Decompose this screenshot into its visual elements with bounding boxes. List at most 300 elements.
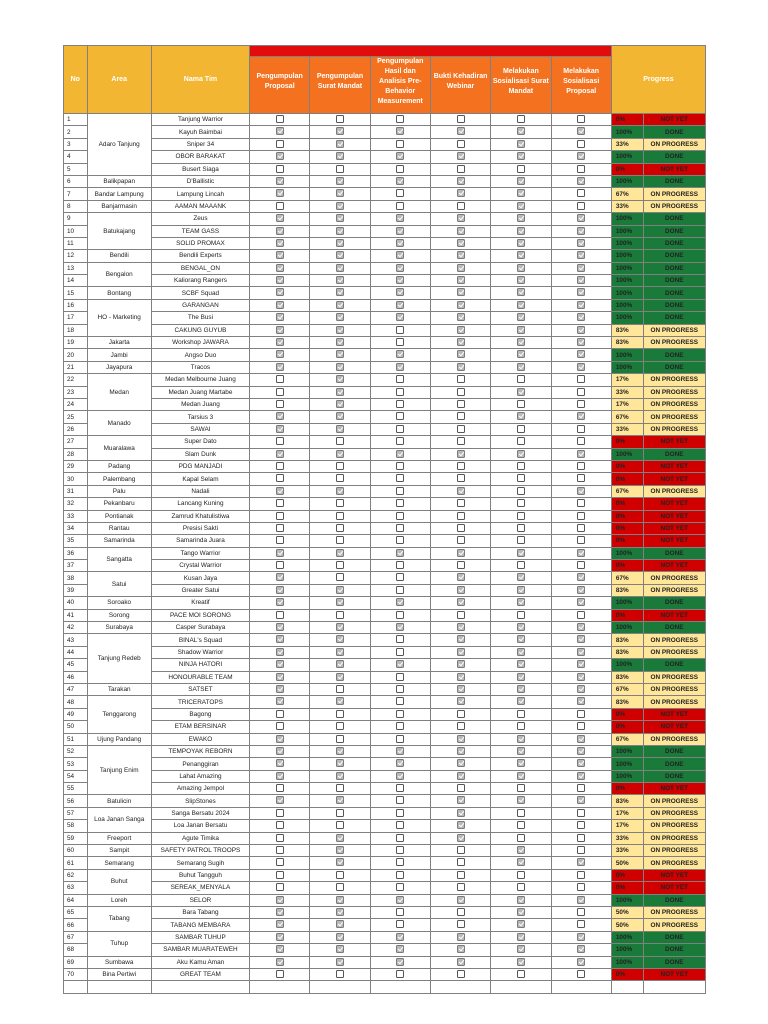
status-badge[interactable]: ON PROGRESS bbox=[643, 696, 705, 708]
checkbox-unchecked[interactable] bbox=[336, 462, 344, 470]
checkbox-checked[interactable] bbox=[517, 239, 525, 247]
status-badge[interactable]: ON PROGRESS bbox=[643, 857, 705, 869]
checkbox-checked[interactable] bbox=[396, 450, 404, 458]
checkbox-unchecked[interactable] bbox=[517, 611, 525, 619]
checkbox-unchecked[interactable] bbox=[396, 809, 404, 817]
checkbox-unchecked[interactable] bbox=[457, 710, 465, 718]
checkbox-checked[interactable] bbox=[577, 450, 585, 458]
checkbox-unchecked[interactable] bbox=[457, 425, 465, 433]
cell-team[interactable]: SCBF Squad bbox=[151, 287, 249, 299]
checkbox-checked[interactable] bbox=[276, 759, 284, 767]
checkbox-checked[interactable] bbox=[457, 276, 465, 284]
checkbox-checked[interactable] bbox=[276, 338, 284, 346]
cell-team[interactable]: Aku Kamu Aman bbox=[151, 956, 249, 968]
status-badge[interactable]: ON PROGRESS bbox=[643, 485, 705, 497]
checkbox-checked[interactable] bbox=[457, 759, 465, 767]
cell-percent[interactable]: 100% bbox=[611, 745, 643, 757]
cell-no[interactable]: 35 bbox=[64, 535, 88, 547]
cell-no[interactable]: 69 bbox=[64, 956, 88, 968]
cell-no[interactable]: 40 bbox=[64, 597, 88, 609]
status-badge[interactable]: NOT YET bbox=[643, 498, 705, 510]
checkbox-unchecked[interactable] bbox=[276, 140, 284, 148]
checkbox-checked[interactable] bbox=[276, 598, 284, 606]
cell-team[interactable]: Angso Duo bbox=[151, 349, 249, 361]
cell-area[interactable]: Balikpapan bbox=[87, 175, 151, 187]
checkbox-checked[interactable] bbox=[457, 673, 465, 681]
cell-team[interactable]: BENGAL_ON bbox=[151, 262, 249, 274]
cell-percent[interactable]: 17% bbox=[611, 807, 643, 819]
cell-percent[interactable]: 100% bbox=[611, 250, 643, 262]
cell-percent[interactable]: 50% bbox=[611, 919, 643, 931]
status-badge[interactable]: ON PROGRESS bbox=[643, 671, 705, 683]
checkbox-unchecked[interactable] bbox=[517, 400, 525, 408]
checkbox-unchecked[interactable] bbox=[517, 834, 525, 842]
cell-team[interactable]: Workshop JAWARA bbox=[151, 337, 249, 349]
status-badge[interactable]: ON PROGRESS bbox=[643, 200, 705, 212]
header-area[interactable]: Area bbox=[87, 46, 151, 114]
cell-no[interactable]: 52 bbox=[64, 745, 88, 757]
cell-percent[interactable]: 83% bbox=[611, 646, 643, 658]
cell-percent[interactable]: 83% bbox=[611, 696, 643, 708]
checkbox-checked[interactable] bbox=[457, 251, 465, 259]
cell-area[interactable]: Tanjung Enim bbox=[87, 745, 151, 795]
checkbox-checked[interactable] bbox=[336, 747, 344, 755]
checkbox-checked[interactable] bbox=[336, 648, 344, 656]
checkbox-checked[interactable] bbox=[336, 288, 344, 296]
checkbox-checked[interactable] bbox=[276, 301, 284, 309]
checkbox-checked[interactable] bbox=[517, 301, 525, 309]
checkbox-checked[interactable] bbox=[336, 896, 344, 904]
checkbox-checked[interactable] bbox=[336, 251, 344, 259]
checkbox-checked[interactable] bbox=[577, 735, 585, 743]
checkbox-checked[interactable] bbox=[336, 549, 344, 557]
cell-team[interactable]: Super Dato bbox=[151, 436, 249, 448]
cell-percent[interactable]: 100% bbox=[611, 758, 643, 770]
cell-team[interactable]: TEMPOYAK REBORN bbox=[151, 745, 249, 757]
checkbox-unchecked[interactable] bbox=[457, 908, 465, 916]
cell-no[interactable]: 28 bbox=[64, 448, 88, 460]
empty-cell[interactable] bbox=[491, 981, 551, 993]
checkbox-checked[interactable] bbox=[577, 276, 585, 284]
checkbox-unchecked[interactable] bbox=[457, 524, 465, 532]
checkbox-checked[interactable] bbox=[276, 660, 284, 668]
cell-team[interactable]: Samarinda Juara bbox=[151, 535, 249, 547]
checkbox-checked[interactable] bbox=[457, 450, 465, 458]
cell-team[interactable]: Casper Surabaya bbox=[151, 622, 249, 634]
checkbox-checked[interactable] bbox=[336, 264, 344, 272]
cell-no[interactable]: 53 bbox=[64, 758, 88, 770]
checkbox-unchecked[interactable] bbox=[577, 710, 585, 718]
status-badge[interactable]: NOT YET bbox=[643, 114, 705, 126]
checkbox-checked[interactable] bbox=[276, 697, 284, 705]
checkbox-unchecked[interactable] bbox=[517, 821, 525, 829]
status-badge[interactable]: ON PROGRESS bbox=[643, 919, 705, 931]
cell-no[interactable]: 55 bbox=[64, 783, 88, 795]
checkbox-checked[interactable] bbox=[517, 227, 525, 235]
cell-percent[interactable]: 0% bbox=[611, 114, 643, 126]
checkbox-unchecked[interactable] bbox=[276, 202, 284, 210]
checkbox-checked[interactable] bbox=[396, 264, 404, 272]
checkbox-checked[interactable] bbox=[276, 251, 284, 259]
cell-no[interactable]: 2 bbox=[64, 126, 88, 138]
checkbox-checked[interactable] bbox=[517, 697, 525, 705]
checkbox-checked[interactable] bbox=[276, 127, 284, 135]
checkbox-unchecked[interactable] bbox=[457, 115, 465, 123]
checkbox-checked[interactable] bbox=[336, 635, 344, 643]
checkbox-checked[interactable] bbox=[336, 945, 344, 953]
checkbox-checked[interactable] bbox=[336, 326, 344, 334]
checkbox-unchecked[interactable] bbox=[396, 685, 404, 693]
cell-no[interactable]: 47 bbox=[64, 683, 88, 695]
header-sosialisasi-surat[interactable] bbox=[491, 57, 551, 114]
cell-team[interactable]: Kaliorang Rangers bbox=[151, 275, 249, 287]
checkbox-unchecked[interactable] bbox=[457, 140, 465, 148]
checkbox-unchecked[interactable] bbox=[276, 722, 284, 730]
empty-cell[interactable] bbox=[643, 981, 705, 993]
checkbox-checked[interactable] bbox=[457, 239, 465, 247]
cell-percent[interactable]: 0% bbox=[611, 560, 643, 572]
checkbox-unchecked[interactable] bbox=[336, 722, 344, 730]
cell-team[interactable]: Busert Siaga bbox=[151, 163, 249, 175]
cell-no[interactable]: 5 bbox=[64, 163, 88, 175]
cell-team[interactable]: The Busi bbox=[151, 312, 249, 324]
checkbox-checked[interactable] bbox=[517, 673, 525, 681]
cell-team[interactable]: TRICERATOPS bbox=[151, 696, 249, 708]
checkbox-checked[interactable] bbox=[517, 202, 525, 210]
checkbox-checked[interactable] bbox=[517, 846, 525, 854]
status-badge[interactable]: DONE bbox=[643, 547, 705, 559]
cell-percent[interactable]: 33% bbox=[611, 845, 643, 857]
status-badge[interactable]: DONE bbox=[643, 770, 705, 782]
status-badge[interactable]: DONE bbox=[643, 944, 705, 956]
cell-no[interactable]: 61 bbox=[64, 857, 88, 869]
checkbox-unchecked[interactable] bbox=[336, 437, 344, 445]
checkbox-checked[interactable] bbox=[577, 759, 585, 767]
checkbox-unchecked[interactable] bbox=[517, 883, 525, 891]
cell-area[interactable]: Jayapura bbox=[87, 361, 151, 373]
header-no[interactable]: No bbox=[64, 46, 88, 114]
cell-no[interactable]: 58 bbox=[64, 820, 88, 832]
checkbox-unchecked[interactable] bbox=[276, 871, 284, 879]
checkbox-unchecked[interactable] bbox=[577, 784, 585, 792]
checkbox-unchecked[interactable] bbox=[517, 425, 525, 433]
cell-area[interactable]: Tarakan bbox=[87, 683, 151, 695]
status-badge[interactable]: ON PROGRESS bbox=[643, 572, 705, 584]
checkbox-unchecked[interactable] bbox=[276, 512, 284, 520]
checkbox-unchecked[interactable] bbox=[577, 202, 585, 210]
cell-no[interactable]: 33 bbox=[64, 510, 88, 522]
checkbox-unchecked[interactable] bbox=[396, 388, 404, 396]
checkbox-unchecked[interactable] bbox=[396, 165, 404, 173]
checkbox-checked[interactable] bbox=[457, 772, 465, 780]
checkbox-unchecked[interactable] bbox=[396, 189, 404, 197]
cell-team[interactable]: Kreatif bbox=[151, 597, 249, 609]
checkbox-unchecked[interactable] bbox=[276, 474, 284, 482]
checkbox-unchecked[interactable] bbox=[517, 722, 525, 730]
checkbox-checked[interactable] bbox=[336, 239, 344, 247]
checkbox-unchecked[interactable] bbox=[396, 697, 404, 705]
checkbox-checked[interactable] bbox=[336, 487, 344, 495]
checkbox-unchecked[interactable] bbox=[577, 920, 585, 928]
cell-area[interactable]: Tanjung Redeb bbox=[87, 634, 151, 684]
checkbox-checked[interactable] bbox=[276, 908, 284, 916]
cell-team[interactable]: SOLID PROMAX bbox=[151, 237, 249, 249]
cell-percent[interactable]: 100% bbox=[611, 213, 643, 225]
checkbox-checked[interactable] bbox=[276, 425, 284, 433]
cell-percent[interactable]: 100% bbox=[611, 622, 643, 634]
checkbox-checked[interactable] bbox=[517, 747, 525, 755]
checkbox-checked[interactable] bbox=[517, 623, 525, 631]
cell-percent[interactable]: 67% bbox=[611, 411, 643, 423]
checkbox-checked[interactable] bbox=[396, 623, 404, 631]
checkbox-unchecked[interactable] bbox=[336, 474, 344, 482]
cell-team[interactable]: Agute Timika bbox=[151, 832, 249, 844]
checkbox-unchecked[interactable] bbox=[276, 165, 284, 173]
checkbox-checked[interactable] bbox=[396, 276, 404, 284]
checkbox-checked[interactable] bbox=[517, 189, 525, 197]
cell-team[interactable]: TABANG MEMBARA bbox=[151, 919, 249, 931]
status-badge[interactable]: ON PROGRESS bbox=[643, 845, 705, 857]
checkbox-unchecked[interactable] bbox=[336, 735, 344, 743]
checkbox-checked[interactable] bbox=[517, 288, 525, 296]
checkbox-unchecked[interactable] bbox=[396, 536, 404, 544]
checkbox-checked[interactable] bbox=[276, 772, 284, 780]
status-badge[interactable]: ON PROGRESS bbox=[643, 683, 705, 695]
cell-no[interactable]: 59 bbox=[64, 832, 88, 844]
checkbox-checked[interactable] bbox=[577, 697, 585, 705]
checkbox-unchecked[interactable] bbox=[336, 611, 344, 619]
checkbox-unchecked[interactable] bbox=[517, 165, 525, 173]
cell-percent[interactable]: 0% bbox=[611, 721, 643, 733]
cell-no[interactable]: 14 bbox=[64, 275, 88, 287]
cell-team[interactable]: Zamrud Khatulistiwa bbox=[151, 510, 249, 522]
checkbox-checked[interactable] bbox=[517, 350, 525, 358]
checkbox-unchecked[interactable] bbox=[276, 561, 284, 569]
checkbox-checked[interactable] bbox=[517, 660, 525, 668]
checkbox-checked[interactable] bbox=[336, 908, 344, 916]
checkbox-unchecked[interactable] bbox=[396, 735, 404, 743]
cell-team[interactable]: Amazing Jempol bbox=[151, 783, 249, 795]
cell-percent[interactable]: 100% bbox=[611, 894, 643, 906]
cell-team[interactable]: Tarsius 3 bbox=[151, 411, 249, 423]
checkbox-checked[interactable] bbox=[517, 772, 525, 780]
cell-percent[interactable]: 83% bbox=[611, 324, 643, 336]
checkbox-unchecked[interactable] bbox=[457, 474, 465, 482]
cell-percent[interactable]: 0% bbox=[611, 498, 643, 510]
checkbox-checked[interactable] bbox=[336, 127, 344, 135]
checkbox-checked[interactable] bbox=[276, 276, 284, 284]
checkbox-checked[interactable] bbox=[396, 239, 404, 247]
cell-team[interactable]: Loa Janan Bersatu bbox=[151, 820, 249, 832]
cell-percent[interactable]: 100% bbox=[611, 770, 643, 782]
cell-team[interactable]: Semarang Sugih bbox=[151, 857, 249, 869]
checkbox-unchecked[interactable] bbox=[276, 400, 284, 408]
cell-team[interactable]: Kapal Selam bbox=[151, 473, 249, 485]
checkbox-checked[interactable] bbox=[517, 759, 525, 767]
checkbox-checked[interactable] bbox=[577, 772, 585, 780]
cell-team[interactable]: TEAM GASS bbox=[151, 225, 249, 237]
checkbox-unchecked[interactable] bbox=[457, 920, 465, 928]
checkbox-checked[interactable] bbox=[577, 487, 585, 495]
checkbox-unchecked[interactable] bbox=[336, 561, 344, 569]
checkbox-checked[interactable] bbox=[457, 660, 465, 668]
cell-team[interactable]: CAKUNG GUYUB bbox=[151, 324, 249, 336]
checkbox-checked[interactable] bbox=[577, 673, 585, 681]
checkbox-checked[interactable] bbox=[336, 673, 344, 681]
cell-team[interactable]: Penanggiran bbox=[151, 758, 249, 770]
cell-area[interactable]: Adaro Tanjung bbox=[87, 114, 151, 176]
cell-area[interactable]: Sampit bbox=[87, 845, 151, 857]
checkbox-checked[interactable] bbox=[396, 598, 404, 606]
checkbox-checked[interactable] bbox=[517, 276, 525, 284]
checkbox-checked[interactable] bbox=[336, 276, 344, 284]
checkbox-checked[interactable] bbox=[276, 350, 284, 358]
checkbox-unchecked[interactable] bbox=[396, 474, 404, 482]
checkbox-checked[interactable] bbox=[517, 152, 525, 160]
cell-no[interactable]: 48 bbox=[64, 696, 88, 708]
status-badge[interactable]: DONE bbox=[643, 287, 705, 299]
checkbox-unchecked[interactable] bbox=[336, 499, 344, 507]
cell-no[interactable]: 38 bbox=[64, 572, 88, 584]
cell-percent[interactable]: 83% bbox=[611, 634, 643, 646]
checkbox-checked[interactable] bbox=[276, 487, 284, 495]
cell-team[interactable]: Kayuh Baimbai bbox=[151, 126, 249, 138]
cell-no[interactable]: 64 bbox=[64, 894, 88, 906]
checkbox-unchecked[interactable] bbox=[577, 375, 585, 383]
cell-percent[interactable]: 0% bbox=[611, 522, 643, 534]
checkbox-checked[interactable] bbox=[276, 945, 284, 953]
checkbox-unchecked[interactable] bbox=[577, 189, 585, 197]
cell-percent[interactable]: 100% bbox=[611, 956, 643, 968]
cell-area[interactable]: Palembang bbox=[87, 473, 151, 485]
cell-no[interactable]: 56 bbox=[64, 795, 88, 807]
checkbox-unchecked[interactable] bbox=[396, 970, 404, 978]
checkbox-checked[interactable] bbox=[457, 152, 465, 160]
status-badge[interactable]: NOT YET bbox=[643, 882, 705, 894]
checkbox-unchecked[interactable] bbox=[276, 970, 284, 978]
status-badge[interactable]: NOT YET bbox=[643, 473, 705, 485]
cell-area[interactable]: Pontianak bbox=[87, 510, 151, 522]
checkbox-unchecked[interactable] bbox=[396, 412, 404, 420]
checkbox-unchecked[interactable] bbox=[396, 400, 404, 408]
cell-area[interactable]: Satui bbox=[87, 572, 151, 597]
checkbox-checked[interactable] bbox=[276, 326, 284, 334]
checkbox-unchecked[interactable] bbox=[577, 908, 585, 916]
cell-percent[interactable]: 83% bbox=[611, 337, 643, 349]
cell-percent[interactable]: 100% bbox=[611, 151, 643, 163]
status-badge[interactable]: DONE bbox=[643, 659, 705, 671]
checkbox-unchecked[interactable] bbox=[517, 487, 525, 495]
checkbox-unchecked[interactable] bbox=[457, 400, 465, 408]
checkbox-checked[interactable] bbox=[336, 301, 344, 309]
checkbox-checked[interactable] bbox=[336, 350, 344, 358]
cell-percent[interactable]: 50% bbox=[611, 857, 643, 869]
cell-area[interactable]: Ujung Pandang bbox=[87, 733, 151, 745]
cell-area[interactable]: Loa Janan Sanga bbox=[87, 807, 151, 832]
checkbox-checked[interactable] bbox=[276, 586, 284, 594]
checkbox-unchecked[interactable] bbox=[276, 834, 284, 842]
cell-team[interactable]: D'Ballistic bbox=[151, 175, 249, 187]
checkbox-checked[interactable] bbox=[396, 127, 404, 135]
cell-percent[interactable]: 100% bbox=[611, 126, 643, 138]
status-badge[interactable]: NOT YET bbox=[643, 708, 705, 720]
cell-percent[interactable]: 0% bbox=[611, 163, 643, 175]
cell-no[interactable]: 57 bbox=[64, 807, 88, 819]
checkbox-unchecked[interactable] bbox=[577, 536, 585, 544]
cell-team[interactable]: Bara Tabang bbox=[151, 907, 249, 919]
cell-team[interactable]: Buhut Tangguh bbox=[151, 869, 249, 881]
checkbox-checked[interactable] bbox=[336, 796, 344, 804]
cell-team[interactable]: SAMBAR TUHUP bbox=[151, 931, 249, 943]
checkbox-unchecked[interactable] bbox=[396, 499, 404, 507]
status-badge[interactable]: ON PROGRESS bbox=[643, 386, 705, 398]
cell-team[interactable]: SAWAI bbox=[151, 423, 249, 435]
cell-no[interactable]: 51 bbox=[64, 733, 88, 745]
checkbox-checked[interactable] bbox=[276, 412, 284, 420]
cell-area[interactable]: Buhut bbox=[87, 869, 151, 894]
checkbox-checked[interactable] bbox=[457, 301, 465, 309]
checkbox-checked[interactable] bbox=[276, 673, 284, 681]
cell-area[interactable]: Batukajang bbox=[87, 213, 151, 250]
checkbox-checked[interactable] bbox=[276, 239, 284, 247]
checkbox-checked[interactable] bbox=[577, 747, 585, 755]
status-badge[interactable]: NOT YET bbox=[643, 163, 705, 175]
status-badge[interactable]: NOT YET bbox=[643, 510, 705, 522]
checkbox-unchecked[interactable] bbox=[517, 536, 525, 544]
status-badge[interactable]: NOT YET bbox=[643, 436, 705, 448]
cell-team[interactable]: SlipStones bbox=[151, 795, 249, 807]
checkbox-checked[interactable] bbox=[517, 735, 525, 743]
checkbox-checked[interactable] bbox=[396, 313, 404, 321]
status-badge[interactable]: ON PROGRESS bbox=[643, 337, 705, 349]
cell-percent[interactable]: 67% bbox=[611, 733, 643, 745]
cell-area[interactable]: Banjarmasin bbox=[87, 200, 151, 212]
status-badge[interactable]: ON PROGRESS bbox=[643, 324, 705, 336]
cell-team[interactable]: Slam Dunk bbox=[151, 448, 249, 460]
status-badge[interactable]: ON PROGRESS bbox=[643, 411, 705, 423]
checkbox-checked[interactable] bbox=[517, 796, 525, 804]
checkbox-checked[interactable] bbox=[457, 189, 465, 197]
checkbox-checked[interactable] bbox=[457, 821, 465, 829]
cell-team[interactable]: NINJA HATORI bbox=[151, 659, 249, 671]
checkbox-unchecked[interactable] bbox=[577, 437, 585, 445]
checkbox-unchecked[interactable] bbox=[457, 846, 465, 854]
status-badge[interactable]: ON PROGRESS bbox=[643, 907, 705, 919]
checkbox-checked[interactable] bbox=[517, 264, 525, 272]
checkbox-checked[interactable] bbox=[577, 896, 585, 904]
checkbox-unchecked[interactable] bbox=[276, 388, 284, 396]
checkbox-unchecked[interactable] bbox=[457, 970, 465, 978]
checkbox-checked[interactable] bbox=[577, 152, 585, 160]
cell-no[interactable]: 67 bbox=[64, 931, 88, 943]
cell-area[interactable]: Loreh bbox=[87, 894, 151, 906]
cell-no[interactable]: 68 bbox=[64, 944, 88, 956]
status-badge[interactable]: DONE bbox=[643, 151, 705, 163]
checkbox-checked[interactable] bbox=[276, 920, 284, 928]
cell-no[interactable]: 4 bbox=[64, 151, 88, 163]
checkbox-unchecked[interactable] bbox=[276, 611, 284, 619]
checkbox-checked[interactable] bbox=[336, 660, 344, 668]
checkbox-unchecked[interactable] bbox=[517, 512, 525, 520]
checkbox-unchecked[interactable] bbox=[336, 784, 344, 792]
cell-no[interactable]: 54 bbox=[64, 770, 88, 782]
cell-no[interactable]: 37 bbox=[64, 560, 88, 572]
checkbox-unchecked[interactable] bbox=[517, 375, 525, 383]
checkbox-checked[interactable] bbox=[336, 412, 344, 420]
checkbox-unchecked[interactable] bbox=[396, 326, 404, 334]
cell-no[interactable]: 46 bbox=[64, 671, 88, 683]
checkbox-checked[interactable] bbox=[276, 685, 284, 693]
